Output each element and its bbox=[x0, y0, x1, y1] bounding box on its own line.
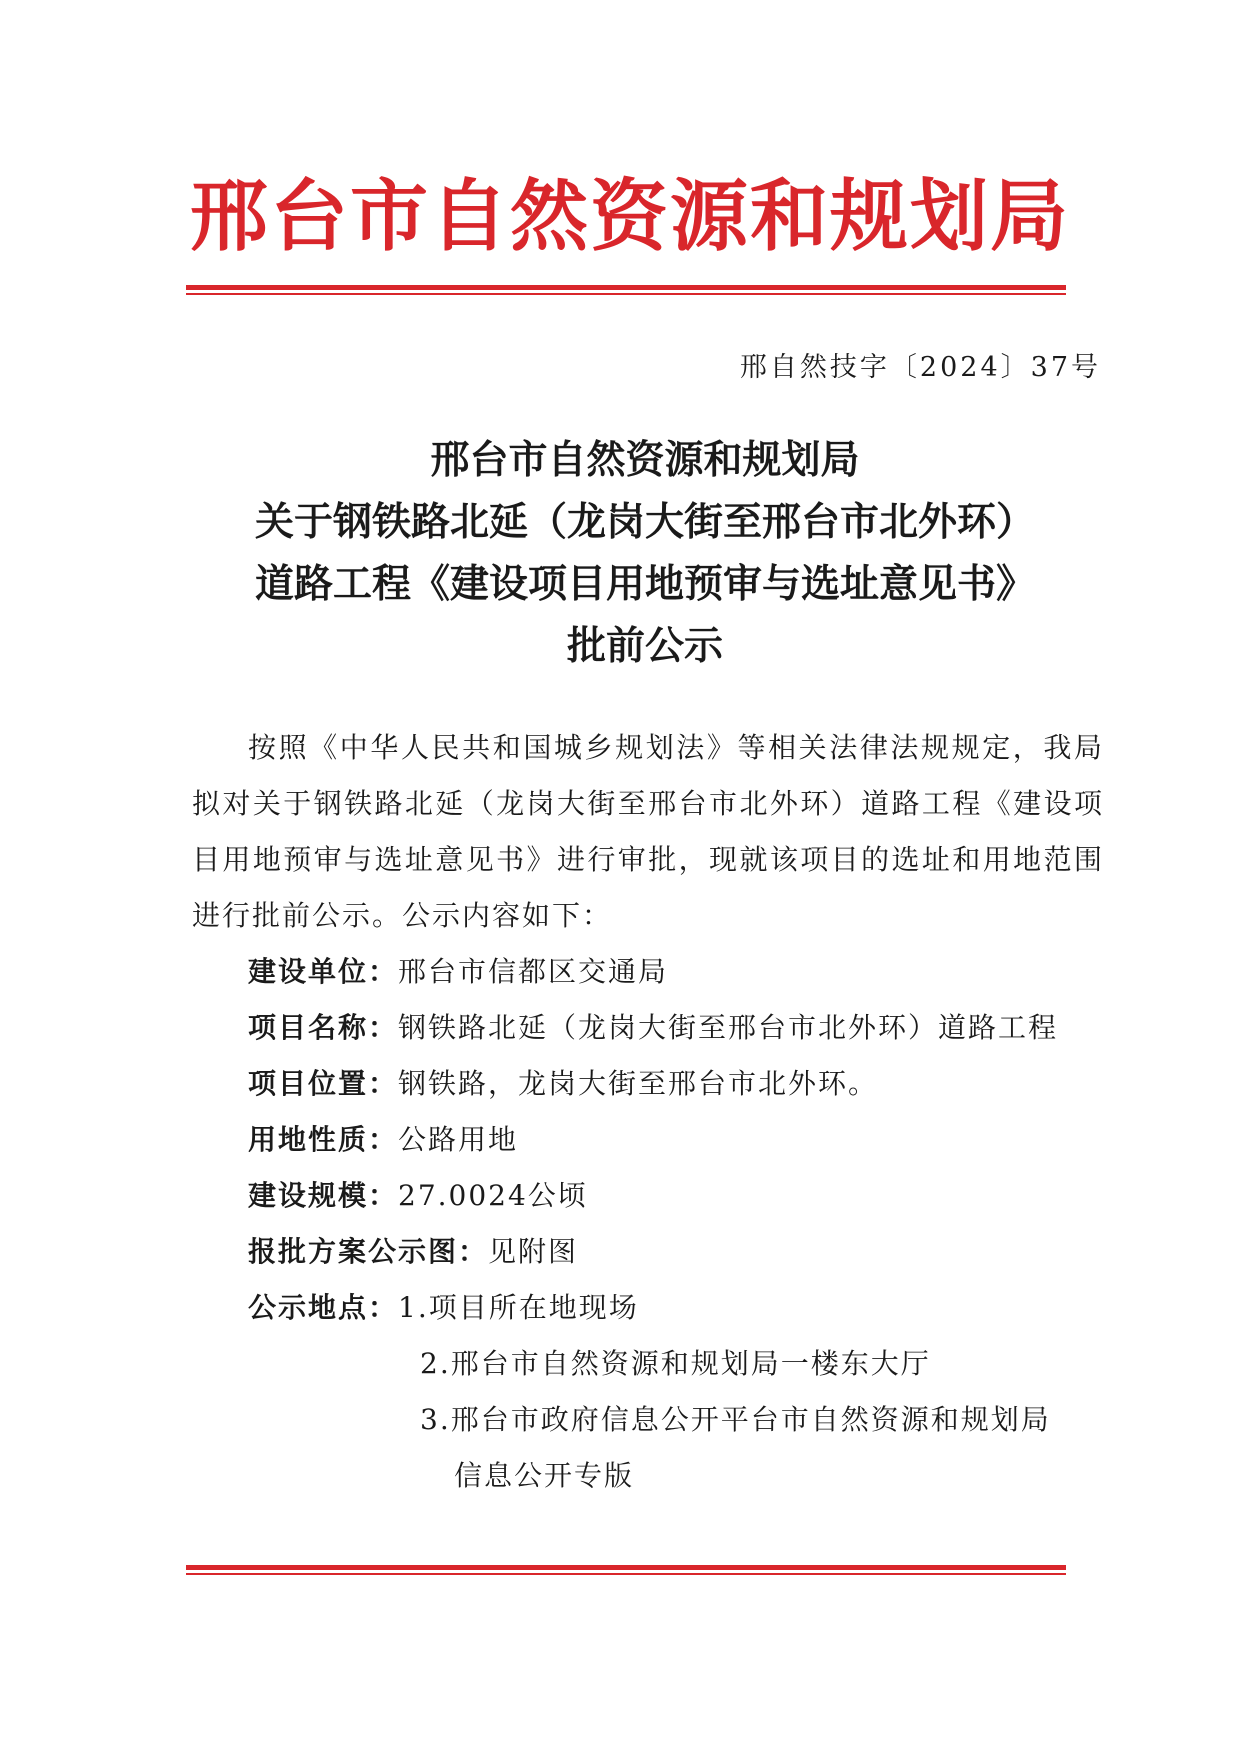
letterhead-divider bbox=[186, 285, 1066, 295]
field-places bbox=[192, 1280, 1104, 1336]
field-label: 报批方案公示图： bbox=[248, 1235, 489, 1268]
field-value: 1.项目所在地现场 bbox=[398, 1291, 639, 1324]
field-value: 见附图 bbox=[488, 1235, 579, 1268]
field-value: 邢台市信都区交通局 bbox=[398, 955, 669, 988]
field-scale bbox=[192, 1168, 1104, 1224]
places-item-3: 3.邢台市政府信息公开平台市自然资源和规划局 bbox=[420, 1403, 1051, 1436]
field-value: 27.0024公顷 bbox=[398, 1179, 588, 1212]
places-item-2: 2.邢台市自然资源和规划局一楼东大厅 bbox=[420, 1347, 931, 1380]
divider-thin-line bbox=[186, 1573, 1066, 1575]
divider-thin-line bbox=[186, 293, 1066, 295]
title-line-1: 邢台市自然资源和规划局 bbox=[430, 438, 860, 483]
field-label: 项目位置： bbox=[248, 1067, 399, 1100]
field-construction-unit bbox=[192, 944, 1104, 1000]
field-project-name bbox=[192, 1000, 1104, 1056]
field-label: 建设规模： bbox=[248, 1179, 399, 1212]
footer-divider bbox=[186, 1565, 1066, 1575]
document-number: 邢自然技字〔2024〕37号 bbox=[739, 352, 1101, 383]
field-label: 公示地点： bbox=[248, 1291, 399, 1324]
divider-thick-line bbox=[186, 285, 1066, 290]
divider-thick-line bbox=[186, 1565, 1066, 1570]
field-plan-map bbox=[192, 1224, 1104, 1280]
places-item-3-continuation: 信息公开专版 bbox=[454, 1459, 635, 1492]
field-project-location bbox=[192, 1056, 1104, 1112]
title-line-2: 关于钢铁路北延（龙岗大街至邢台市北外环） bbox=[254, 500, 1035, 545]
field-value: 钢铁路北延（龙岗大街至邢台市北外环）道路工程 bbox=[398, 1011, 1059, 1044]
intro-paragraph: 按照《中华人民共和国城乡规划法》等相关法律法规规定，我局拟对关于钢铁路北延（龙岗大街至邢台市北外环）道路工程《建设项目用地预审与选址意见书》进行审批，现就该项目的选址和用地范围进行批前公示。公示内容如下： bbox=[192, 731, 1104, 932]
title-line-4: 批前公示 bbox=[566, 624, 723, 669]
title-line-3: 道路工程《建设项目用地预审与选址意见书》 bbox=[254, 562, 1035, 607]
field-value: 钢铁路，龙岗大街至邢台市北外环。 bbox=[398, 1067, 879, 1100]
field-label: 项目名称： bbox=[248, 1011, 399, 1044]
document-body bbox=[192, 720, 1104, 1504]
field-land-use bbox=[192, 1112, 1104, 1168]
field-label: 建设单位： bbox=[248, 955, 399, 988]
document-title bbox=[160, 430, 1130, 678]
letterhead-title: 邢台市自然资源和规划局 bbox=[190, 172, 1071, 262]
field-label: 用地性质： bbox=[248, 1123, 399, 1156]
field-value: 公路用地 bbox=[398, 1123, 519, 1156]
